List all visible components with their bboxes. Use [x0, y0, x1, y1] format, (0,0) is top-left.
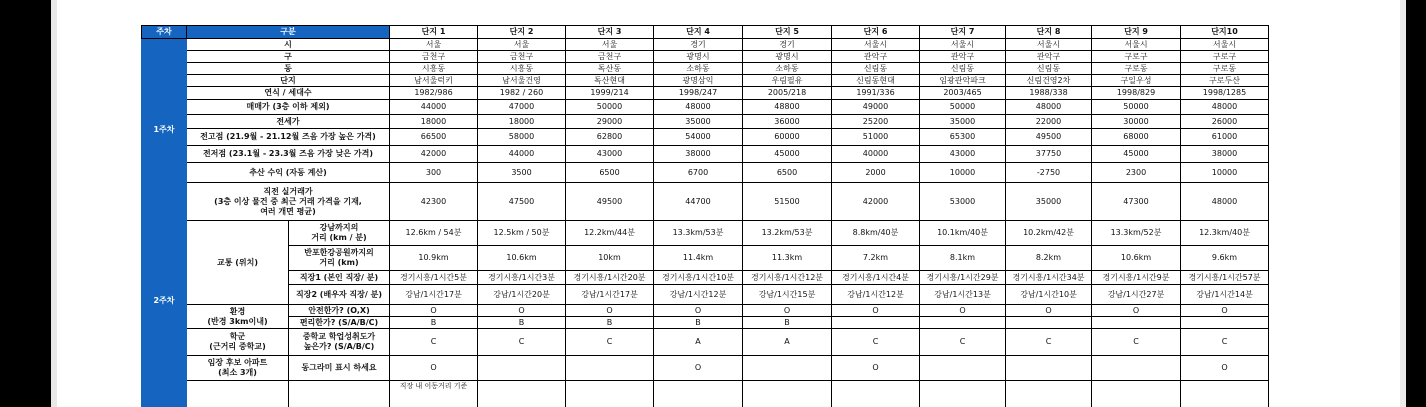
value-cell[interactable]: 신림동현대: [832, 75, 920, 87]
next-week-cell[interactable]: [142, 381, 187, 407]
row-label[interactable]: 전저점 (23.1월 - 23.3월 즈음 가장 낮은 가격): [187, 146, 390, 163]
value-cell[interactable]: C: [478, 329, 566, 356]
value-cell[interactable]: 47000: [478, 100, 566, 115]
value-cell[interactable]: C: [920, 329, 1006, 356]
value-cell[interactable]: 48000: [654, 100, 743, 115]
value-cell[interactable]: 경기: [743, 39, 832, 51]
table-row: [142, 246, 1269, 271]
complex-header[interactable]: 단지 5: [743, 26, 832, 39]
value-cell[interactable]: 38000: [1181, 146, 1269, 163]
value-cell[interactable]: 독산동: [566, 63, 654, 75]
value-cell[interactable]: 서울시: [1092, 39, 1181, 51]
value-cell[interactable]: 강남/1시간17분: [390, 285, 478, 305]
left-gray-margin: [51, 0, 57, 407]
row-label[interactable]: 편리한가? (S/A/B/C): [289, 317, 390, 329]
value-cell[interactable]: 60000: [743, 129, 832, 146]
value-cell[interactable]: 40000: [832, 146, 920, 163]
value-cell[interactable]: 남서울럭키: [390, 75, 478, 87]
value-cell[interactable]: 광명시: [654, 51, 743, 63]
value-cell[interactable]: 6700: [654, 163, 743, 183]
value-cell[interactable]: 38000: [654, 146, 743, 163]
right-black-border: [1406, 0, 1426, 407]
value-cell[interactable]: 18000: [390, 115, 478, 129]
value-cell[interactable]: C: [1181, 329, 1269, 356]
value-cell[interactable]: 경기시흥/1시간4분: [832, 271, 920, 285]
table-row: [142, 129, 1269, 146]
partial-value-cell[interactable]: 직장 내 이동거리 기준: [390, 381, 478, 407]
value-cell[interactable]: [920, 356, 1006, 381]
value-cell[interactable]: 경기: [654, 39, 743, 51]
table-row: [142, 100, 1269, 115]
value-cell[interactable]: 10km: [566, 246, 654, 271]
value-cell[interactable]: 48800: [743, 100, 832, 115]
value-cell[interactable]: 54000: [654, 129, 743, 146]
row-label[interactable]: 안전한가? (O,X): [289, 305, 390, 317]
empty-cell[interactable]: [1006, 381, 1092, 407]
value-cell[interactable]: 3500: [478, 163, 566, 183]
value-cell[interactable]: 금천구: [390, 51, 478, 63]
value-cell[interactable]: O: [654, 356, 743, 381]
value-cell[interactable]: 시흥동: [390, 63, 478, 75]
empty-cell[interactable]: [187, 381, 289, 407]
value-cell[interactable]: 11.3km: [743, 246, 832, 271]
value-cell[interactable]: 43000: [566, 146, 654, 163]
value-cell[interactable]: 강남/1시간10분: [1006, 285, 1092, 305]
value-cell[interactable]: [1092, 356, 1181, 381]
table-row: [142, 221, 1269, 246]
value-cell[interactable]: 10.6km: [478, 246, 566, 271]
value-cell[interactable]: 1998/1285: [1181, 87, 1269, 100]
empty-cell[interactable]: [654, 381, 743, 407]
empty-cell[interactable]: [289, 381, 390, 407]
complex-header[interactable]: 단지 6: [832, 26, 920, 39]
value-cell[interactable]: 300: [390, 163, 478, 183]
empty-cell[interactable]: [832, 381, 920, 407]
value-cell[interactable]: 강남/1시간17분: [566, 285, 654, 305]
value-cell[interactable]: 10.9km: [390, 246, 478, 271]
value-cell[interactable]: B: [743, 317, 832, 329]
value-cell[interactable]: 우림필유: [743, 75, 832, 87]
value-cell[interactable]: O: [390, 305, 478, 317]
value-cell[interactable]: O: [478, 305, 566, 317]
week1-label[interactable]: 1주차: [142, 39, 187, 221]
value-cell[interactable]: [1092, 317, 1181, 329]
value-cell[interactable]: 8.8km/40분: [832, 221, 920, 246]
table-row: [142, 356, 1269, 381]
value-cell[interactable]: 서울: [566, 39, 654, 51]
value-cell[interactable]: O: [832, 356, 920, 381]
candidate-group-label[interactable]: 임장 후보 아파트 (최소 3개): [187, 356, 289, 381]
complex-header[interactable]: 단지 1: [390, 26, 478, 39]
value-cell[interactable]: 경기시흥/1시간3분: [478, 271, 566, 285]
value-cell[interactable]: 강남/1시간27분: [1092, 285, 1181, 305]
value-cell[interactable]: 53000: [920, 183, 1006, 221]
value-cell[interactable]: 경기시흥/1시간57분: [1181, 271, 1269, 285]
value-cell[interactable]: 47300: [1092, 183, 1181, 221]
value-cell[interactable]: 35000: [920, 115, 1006, 129]
value-cell[interactable]: 신림건영2차: [1006, 75, 1092, 87]
value-cell[interactable]: 37750: [1006, 146, 1092, 163]
week2-label[interactable]: 2주차: [142, 221, 187, 381]
value-cell[interactable]: [1006, 317, 1092, 329]
value-cell[interactable]: 광명삼익: [654, 75, 743, 87]
value-cell[interactable]: 강남/1시간14분: [1181, 285, 1269, 305]
value-cell[interactable]: 금천구: [566, 51, 654, 63]
row-label[interactable]: 중학교 학업성취도가 높은가? (S/A/B/C): [289, 329, 390, 356]
value-cell[interactable]: 62800: [566, 129, 654, 146]
row-label[interactable]: 전고점 (21.9월 - 21.12월 즈음 가장 높은 가격): [187, 129, 390, 146]
value-cell[interactable]: 서울시: [920, 39, 1006, 51]
table-row: [142, 146, 1269, 163]
value-cell[interactable]: 51000: [832, 129, 920, 146]
row-label[interactable]: 구: [187, 51, 390, 63]
row-label[interactable]: 직장2 (배우자 직장/ 분): [289, 285, 390, 305]
value-cell[interactable]: 8.2km: [1006, 246, 1092, 271]
value-cell[interactable]: 서울시: [1181, 39, 1269, 51]
value-cell[interactable]: 광명시: [743, 51, 832, 63]
value-cell[interactable]: 25200: [832, 115, 920, 129]
value-cell[interactable]: 서울시: [1006, 39, 1092, 51]
value-cell[interactable]: 18000: [478, 115, 566, 129]
value-cell[interactable]: [1006, 356, 1092, 381]
value-cell[interactable]: 강남/1시간13분: [920, 285, 1006, 305]
row-label[interactable]: 동그라미 표시 하세요: [289, 356, 390, 381]
value-cell[interactable]: 50000: [566, 100, 654, 115]
table-row: [142, 305, 1269, 317]
value-cell[interactable]: 신림동: [920, 63, 1006, 75]
value-cell[interactable]: 7.2km: [832, 246, 920, 271]
value-cell[interactable]: 구로두산: [1181, 75, 1269, 87]
table-row: [142, 51, 1269, 63]
value-cell[interactable]: 45000: [743, 146, 832, 163]
table-row: [142, 63, 1269, 75]
value-cell[interactable]: 강남/1시간12분: [832, 285, 920, 305]
value-cell[interactable]: B: [478, 317, 566, 329]
row-label[interactable]: 시: [187, 39, 390, 51]
apartment-comparison-table: [141, 25, 1269, 407]
table-row: [142, 271, 1269, 285]
value-cell[interactable]: 1999/214: [566, 87, 654, 100]
empty-cell[interactable]: [566, 381, 654, 407]
value-cell[interactable]: 48000: [1181, 100, 1269, 115]
value-cell[interactable]: 22000: [1006, 115, 1092, 129]
value-cell[interactable]: 12.2km/44분: [566, 221, 654, 246]
value-cell[interactable]: 소하동: [654, 63, 743, 75]
table-row: [142, 115, 1269, 129]
value-cell[interactable]: 26000: [1181, 115, 1269, 129]
row-label[interactable]: 동: [187, 63, 390, 75]
value-cell[interactable]: [566, 356, 654, 381]
value-cell[interactable]: 68000: [1092, 129, 1181, 146]
value-cell[interactable]: A: [654, 329, 743, 356]
value-cell[interactable]: O: [1092, 305, 1181, 317]
table-row: [142, 75, 1269, 87]
category-header[interactable]: 구분: [187, 26, 390, 39]
value-cell[interactable]: O: [832, 305, 920, 317]
empty-cell[interactable]: [1092, 381, 1181, 407]
value-cell[interactable]: 소하동: [743, 63, 832, 75]
table-row: [142, 87, 1269, 100]
row-label[interactable]: 강남까지의 거리 (km / 분): [289, 221, 390, 246]
value-cell[interactable]: 45000: [1092, 146, 1181, 163]
value-cell[interactable]: 35000: [1006, 183, 1092, 221]
empty-cell[interactable]: [478, 381, 566, 407]
value-cell[interactable]: 13.3km/52분: [1092, 221, 1181, 246]
value-cell[interactable]: 신림동: [1006, 63, 1092, 75]
value-cell[interactable]: A: [743, 329, 832, 356]
value-cell[interactable]: 강남/1시간15분: [743, 285, 832, 305]
empty-cell[interactable]: [920, 381, 1006, 407]
value-cell[interactable]: 47500: [478, 183, 566, 221]
value-cell[interactable]: [832, 317, 920, 329]
value-cell[interactable]: 2300: [1092, 163, 1181, 183]
complex-header[interactable]: 단지10: [1181, 26, 1269, 39]
complex-header[interactable]: 단지 4: [654, 26, 743, 39]
row-label[interactable]: 매매가 (3층 이하 제외): [187, 100, 390, 115]
value-cell[interactable]: 경기시흥/1시간9분: [1092, 271, 1181, 285]
value-cell[interactable]: 12.3km/40분: [1181, 221, 1269, 246]
value-cell[interactable]: 서울: [478, 39, 566, 51]
value-cell[interactable]: 10.6km: [1092, 246, 1181, 271]
value-cell[interactable]: 11.4km: [654, 246, 743, 271]
value-cell[interactable]: 경기시흥/1시간10분: [654, 271, 743, 285]
value-cell[interactable]: 29000: [566, 115, 654, 129]
value-cell[interactable]: [478, 356, 566, 381]
value-cell[interactable]: 관악구: [832, 51, 920, 63]
week-header[interactable]: 주차: [142, 26, 187, 39]
row-label[interactable]: 추산 수익 (자동 계산): [187, 163, 390, 183]
value-cell[interactable]: 43000: [920, 146, 1006, 163]
value-cell[interactable]: O: [1006, 305, 1092, 317]
row-label[interactable]: 직전 실거래가 (3층 이상 물건 중 최근 거래 가격을 기재, 여러 개면 평균): [187, 183, 390, 221]
left-black-border: [0, 0, 51, 407]
value-cell[interactable]: O: [566, 305, 654, 317]
value-cell[interactable]: O: [390, 356, 478, 381]
value-cell[interactable]: B: [566, 317, 654, 329]
row-label[interactable]: 단지: [187, 75, 390, 87]
value-cell[interactable]: 관악구: [1006, 51, 1092, 63]
value-cell[interactable]: 65300: [920, 129, 1006, 146]
value-cell[interactable]: 구일우성: [1092, 75, 1181, 87]
value-cell[interactable]: 10000: [1181, 163, 1269, 183]
value-cell[interactable]: 51500: [743, 183, 832, 221]
value-cell[interactable]: 42000: [832, 183, 920, 221]
value-cell[interactable]: 경기시흥/1시간5분: [390, 271, 478, 285]
value-cell[interactable]: 48000: [1006, 100, 1092, 115]
value-cell[interactable]: [920, 317, 1006, 329]
school-group-label[interactable]: 학군 (근거리 중학교): [187, 329, 289, 356]
header-row: [142, 26, 1269, 39]
complex-header[interactable]: 단지 2: [478, 26, 566, 39]
value-cell[interactable]: 35000: [654, 115, 743, 129]
value-cell[interactable]: 서울: [390, 39, 478, 51]
value-cell[interactable]: 49500: [1006, 129, 1092, 146]
value-cell[interactable]: 경기시흥/1시간34분: [1006, 271, 1092, 285]
value-cell[interactable]: 8.1km: [920, 246, 1006, 271]
value-cell[interactable]: 42000: [390, 146, 478, 163]
value-cell[interactable]: 10.1km/40분: [920, 221, 1006, 246]
spreadsheet-sheet: [141, 25, 1269, 407]
value-cell[interactable]: 경기시흥/1시간12분: [743, 271, 832, 285]
value-cell[interactable]: 경기시흥/1시간29분: [920, 271, 1006, 285]
value-cell[interactable]: 1998/247: [654, 87, 743, 100]
value-cell[interactable]: 9.6km: [1181, 246, 1269, 271]
complex-header[interactable]: 단지 9: [1092, 26, 1181, 39]
value-cell[interactable]: 관악구: [920, 51, 1006, 63]
table-row: [142, 317, 1269, 329]
value-cell[interactable]: 2005/218: [743, 87, 832, 100]
value-cell[interactable]: 42300: [390, 183, 478, 221]
value-cell[interactable]: 12.6km / 54분: [390, 221, 478, 246]
value-cell[interactable]: 1982 / 260: [478, 87, 566, 100]
value-cell[interactable]: -2750: [1006, 163, 1092, 183]
table-row: [142, 329, 1269, 356]
environment-group-label[interactable]: 환경 (반경 3km이내): [187, 305, 289, 329]
value-cell[interactable]: 구로구: [1092, 51, 1181, 63]
value-cell[interactable]: 50000: [1092, 100, 1181, 115]
value-cell[interactable]: 6500: [566, 163, 654, 183]
value-cell[interactable]: 신림동: [832, 63, 920, 75]
value-cell[interactable]: 12.5km / 50분: [478, 221, 566, 246]
value-cell[interactable]: O: [654, 305, 743, 317]
value-cell[interactable]: B: [390, 317, 478, 329]
empty-cell[interactable]: [1181, 381, 1269, 407]
complex-header[interactable]: 단지 3: [566, 26, 654, 39]
value-cell[interactable]: [1181, 317, 1269, 329]
value-cell[interactable]: 66500: [390, 129, 478, 146]
partial-row: [142, 381, 1269, 407]
row-label[interactable]: 연식 / 세대수: [187, 87, 390, 100]
empty-cell[interactable]: [743, 381, 832, 407]
value-cell[interactable]: [743, 356, 832, 381]
value-cell[interactable]: C: [566, 329, 654, 356]
table-row: [142, 39, 1269, 51]
value-cell[interactable]: O: [1181, 305, 1269, 317]
value-cell[interactable]: 44700: [654, 183, 743, 221]
value-cell[interactable]: C: [832, 329, 920, 356]
row-label[interactable]: 반포한강공원까지의 거리 (km): [289, 246, 390, 271]
value-cell[interactable]: O: [920, 305, 1006, 317]
value-cell[interactable]: 임광관악파크: [920, 75, 1006, 87]
complex-header[interactable]: 단지 8: [1006, 26, 1092, 39]
row-label[interactable]: 직장1 (본인 직장/ 분): [289, 271, 390, 285]
value-cell[interactable]: 61000: [1181, 129, 1269, 146]
value-cell[interactable]: 44000: [478, 146, 566, 163]
value-cell[interactable]: 10.2km/42분: [1006, 221, 1092, 246]
complex-header[interactable]: 단지 7: [920, 26, 1006, 39]
value-cell[interactable]: 49500: [566, 183, 654, 221]
value-cell[interactable]: O: [1181, 356, 1269, 381]
value-cell[interactable]: C: [390, 329, 478, 356]
value-cell[interactable]: 44000: [390, 100, 478, 115]
value-cell[interactable]: 시흥동: [478, 63, 566, 75]
row-label[interactable]: 전세가: [187, 115, 390, 129]
value-cell[interactable]: 강남/1시간12분: [654, 285, 743, 305]
value-cell[interactable]: C: [1092, 329, 1181, 356]
value-cell[interactable]: 10000: [920, 163, 1006, 183]
value-cell[interactable]: 1991/336: [832, 87, 920, 100]
value-cell[interactable]: 남서울건영: [478, 75, 566, 87]
value-cell[interactable]: 2000: [832, 163, 920, 183]
value-cell[interactable]: O: [743, 305, 832, 317]
value-cell[interactable]: 36000: [743, 115, 832, 129]
value-cell[interactable]: 49000: [832, 100, 920, 115]
value-cell[interactable]: 30000: [1092, 115, 1181, 129]
value-cell[interactable]: 1998/829: [1092, 87, 1181, 100]
traffic-group-label[interactable]: 교통 (위치): [187, 221, 289, 305]
value-cell[interactable]: 1988/338: [1006, 87, 1092, 100]
value-cell[interactable]: 13.3km/53분: [654, 221, 743, 246]
value-cell[interactable]: B: [654, 317, 743, 329]
table-row: [142, 163, 1269, 183]
table-row: [142, 285, 1269, 305]
table-row: [142, 183, 1269, 221]
value-cell[interactable]: 금천구: [478, 51, 566, 63]
value-cell[interactable]: 6500: [743, 163, 832, 183]
value-cell[interactable]: 50000: [920, 100, 1006, 115]
value-cell[interactable]: 48000: [1181, 183, 1269, 221]
value-cell[interactable]: 2003/465: [920, 87, 1006, 100]
value-cell[interactable]: 58000: [478, 129, 566, 146]
value-cell[interactable]: 서울시: [832, 39, 920, 51]
value-cell[interactable]: 독산현대: [566, 75, 654, 87]
value-cell[interactable]: 구로구: [1181, 51, 1269, 63]
value-cell[interactable]: 구로동: [1181, 63, 1269, 75]
value-cell[interactable]: 13.2km/53분: [743, 221, 832, 246]
value-cell[interactable]: 강남/1시간20분: [478, 285, 566, 305]
value-cell[interactable]: 1982/986: [390, 87, 478, 100]
value-cell[interactable]: 구로동: [1092, 63, 1181, 75]
value-cell[interactable]: C: [1006, 329, 1092, 356]
value-cell[interactable]: 경기시흥/1시간20분: [566, 271, 654, 285]
